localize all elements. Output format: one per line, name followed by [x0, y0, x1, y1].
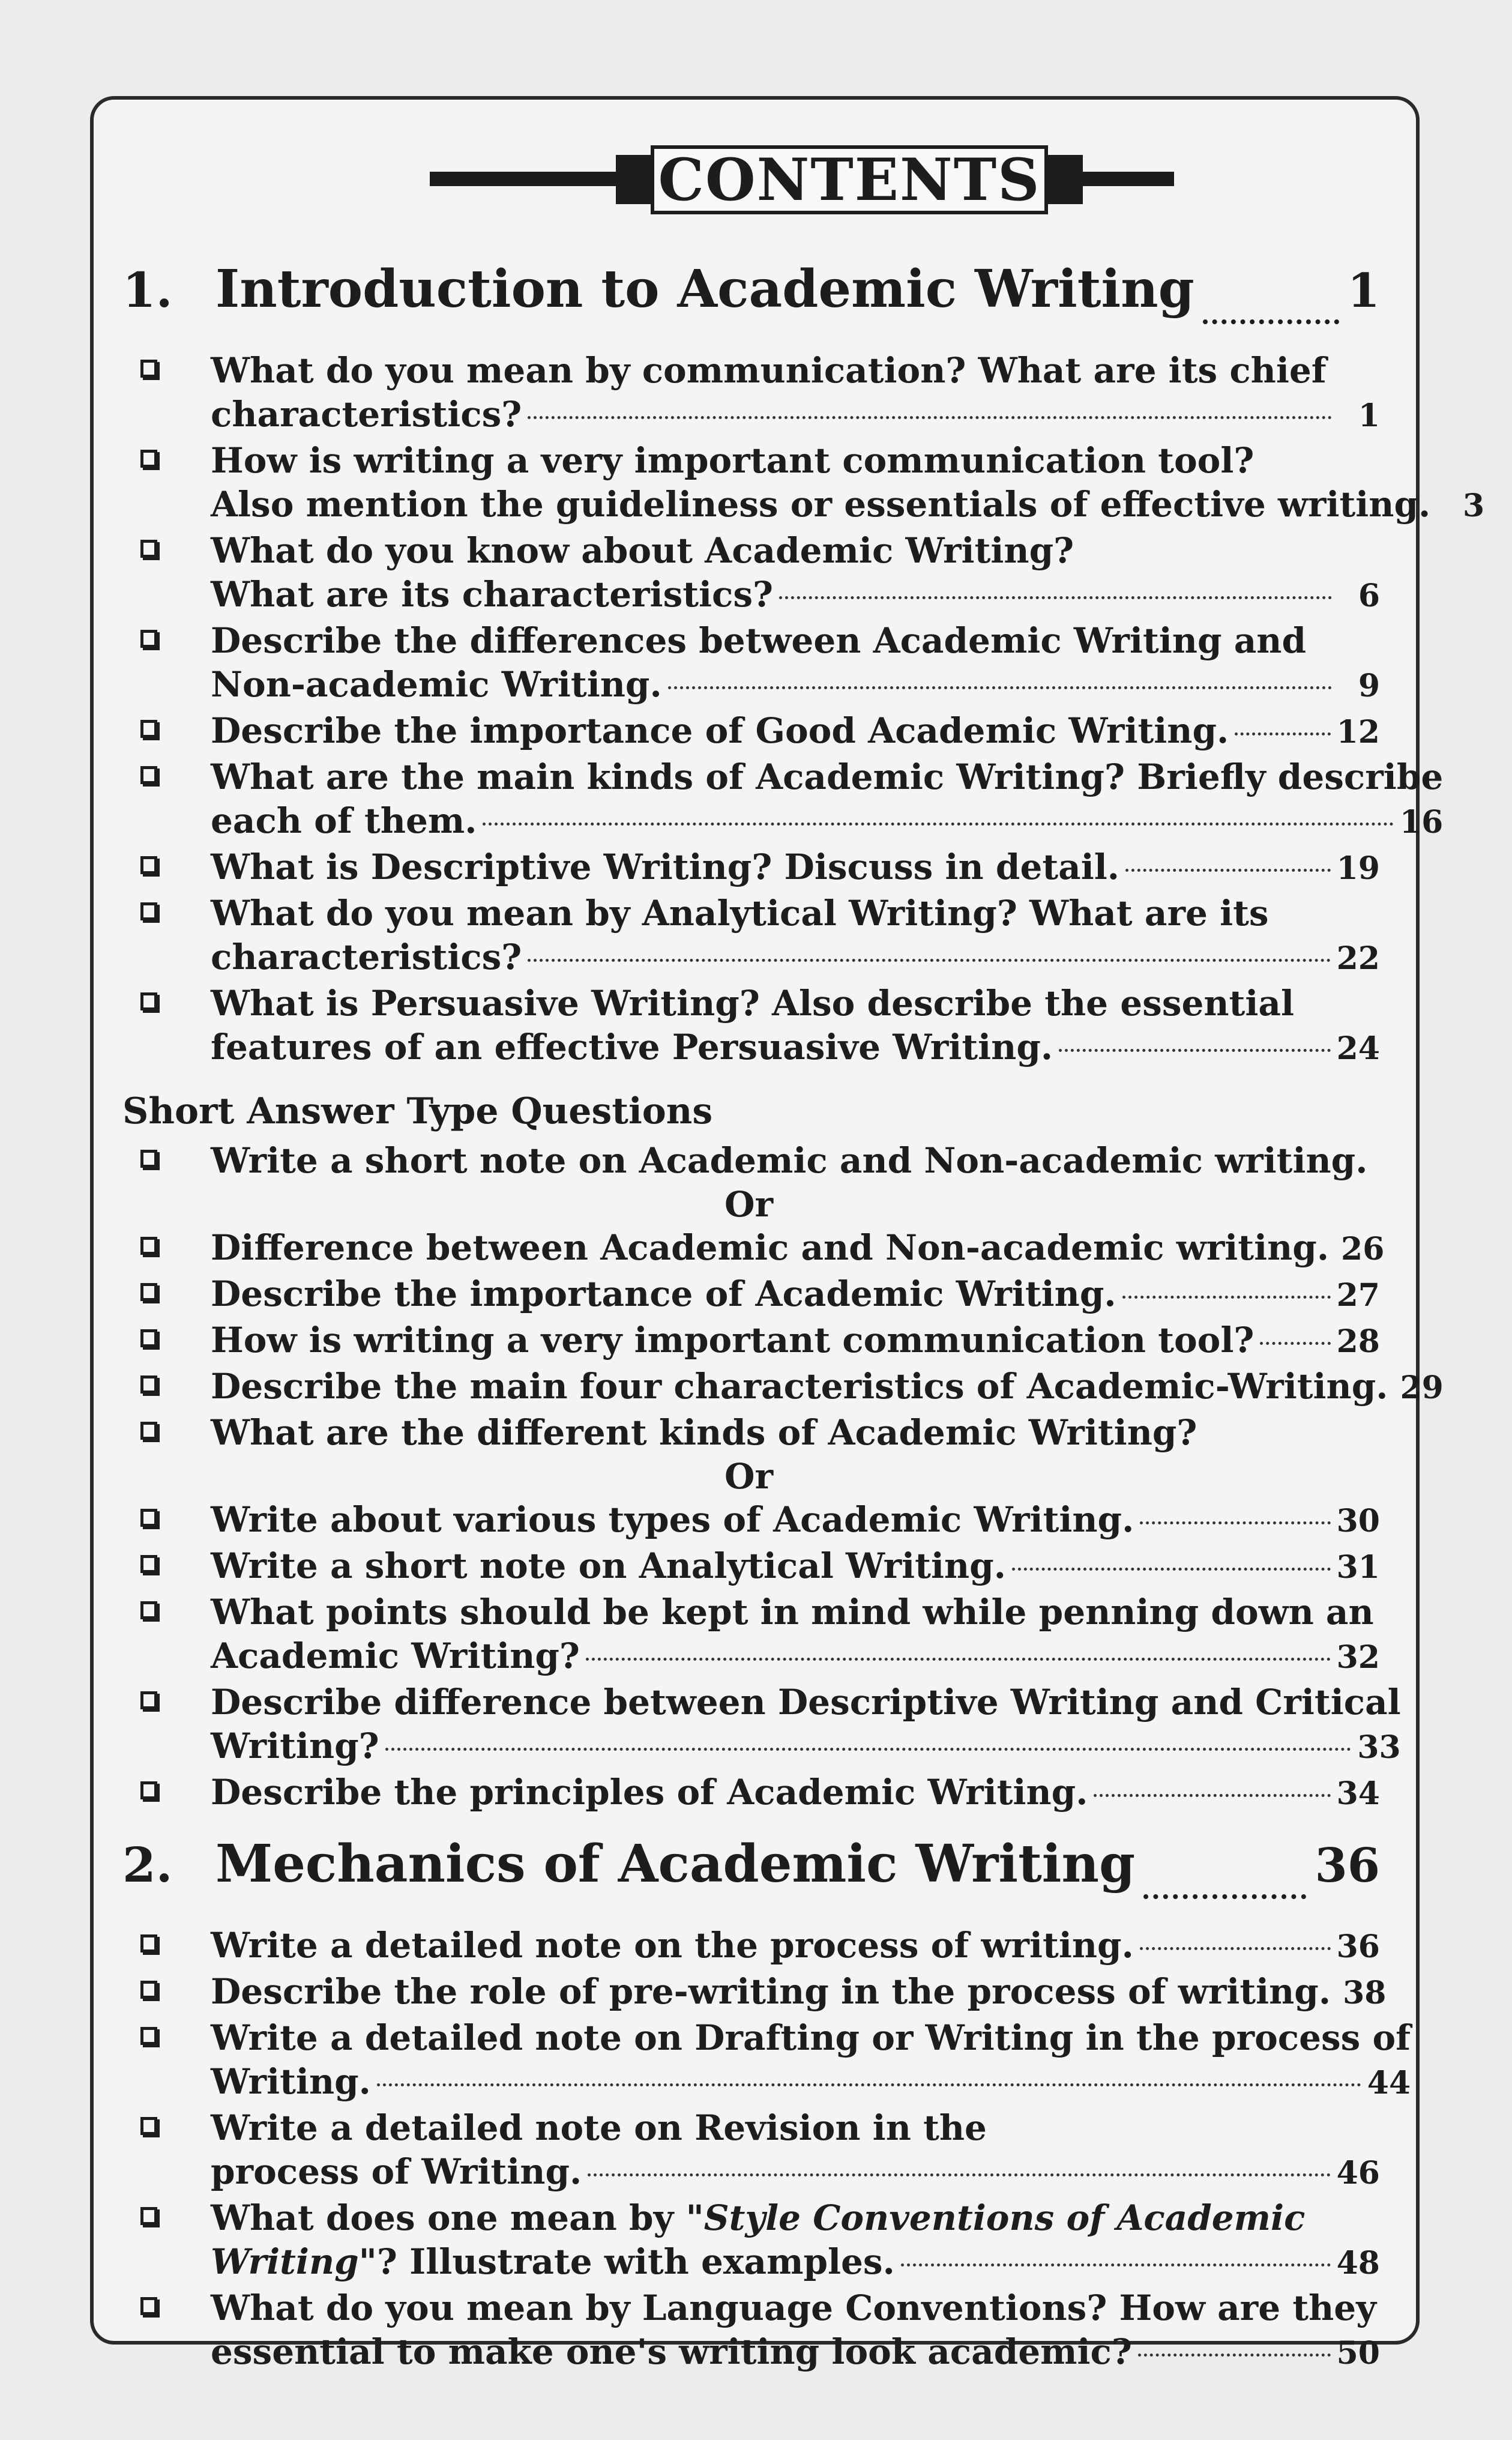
checkbox-icon	[118, 1318, 211, 1363]
toc-entry-text: What is Descriptive Writing? Discuss in detail.	[211, 847, 1119, 887]
toc-entry-text: Describe the differences between Academic Writing and	[211, 620, 1307, 661]
toc-entry-line	[211, 892, 1380, 935]
chapter-heading[interactable]	[118, 259, 1380, 349]
toc-entry-text: Also mention the guideliness or essentials of effective writing.	[211, 484, 1431, 525]
toc-entry-text: each of them.	[211, 800, 477, 841]
toc-entry-text: Describe the main four characteristics of Academic-Writing.	[211, 1366, 1388, 1407]
toc-entry-line	[211, 393, 1380, 438]
toc-entry-body	[211, 1970, 1386, 2015]
checkbox-icon	[118, 709, 211, 754]
toc-entry-text: Write a detailed note on the process of writing.	[211, 1925, 1134, 1966]
toc-entry-line	[211, 755, 1443, 799]
toc-entry-body	[211, 1498, 1380, 1543]
page-number: 16	[1399, 804, 1444, 841]
toc-entry-line	[211, 1318, 1380, 1363]
dot-leader	[1235, 732, 1330, 735]
page-number: 34	[1336, 1775, 1380, 1812]
checkbox-icon	[118, 1590, 211, 1679]
toc-entry-body	[211, 1139, 1380, 1183]
checkbox-icon	[118, 1498, 211, 1543]
toc-entry-text: essential to make one's writing look academic?	[211, 2331, 1132, 2372]
toc-entry[interactable]	[118, 1771, 1380, 1816]
checkbox-icon	[118, 439, 211, 528]
heading-block-left	[616, 155, 651, 204]
checkbox-icon	[118, 1411, 211, 1455]
chapter-title: Mechanics of Academic Writing	[215, 1834, 1136, 1894]
dot-leader	[1122, 1296, 1331, 1299]
toc-entry-line	[211, 573, 1380, 618]
toc-entry-text: Describe difference between Descriptive Writing and Critical	[211, 1682, 1401, 1723]
chapter-title: Introduction to Academic Writing	[215, 259, 1194, 319]
toc-entry[interactable]	[118, 845, 1380, 890]
dot-leader	[483, 823, 1393, 826]
heading-rule-right	[1066, 172, 1174, 186]
checkbox-icon	[118, 529, 211, 618]
dot-leader	[901, 2263, 1331, 2266]
toc-entry-line	[211, 663, 1380, 708]
or-separator: Or	[724, 1184, 774, 1225]
page-number: 28	[1336, 1323, 1380, 1360]
heading-rule-left	[430, 172, 634, 186]
toc-entry-line	[211, 799, 1443, 844]
dot-leader	[1138, 2354, 1331, 2357]
toc-entry-body	[211, 2196, 1380, 2285]
checkbox-icon	[118, 1272, 211, 1317]
toc-entry[interactable]	[118, 529, 1380, 618]
toc-entry-body	[211, 1924, 1380, 1969]
toc-entry-line	[211, 529, 1380, 573]
toc-entry-body	[211, 1681, 1401, 1769]
toc-entry-body	[211, 1771, 1380, 1816]
toc-entry-line	[211, 1724, 1401, 1769]
dot-leader	[779, 596, 1332, 599]
toc-entry-text: What do you mean by Language Conventions? How are they	[211, 2288, 1376, 2328]
toc-entry[interactable]	[118, 1498, 1380, 1543]
toc-entry-text: Write a short note on Analytical Writing.	[211, 1545, 1006, 1586]
checkbox-icon	[118, 1226, 211, 1271]
toc-entry[interactable]	[118, 1365, 1444, 1410]
toc-entry-body	[211, 2016, 1411, 2105]
toc-entry-text: What do you mean by communication? What are its chief	[211, 350, 1327, 391]
toc-entry-text: Write a short note on Academic and Non-academic writing.	[211, 1140, 1368, 1181]
checkbox-icon	[118, 1139, 211, 1183]
toc-entry-body	[211, 845, 1380, 890]
checkbox-icon	[118, 1681, 211, 1769]
toc-entry-body	[211, 1318, 1380, 1363]
dot-leader	[1094, 1794, 1330, 1797]
toc-entry[interactable]	[118, 1681, 1401, 1769]
toc-entry[interactable]	[118, 709, 1380, 754]
page-number: 26	[1341, 1231, 1385, 1267]
toc-entry[interactable]	[118, 1411, 1380, 1455]
toc-entry[interactable]	[118, 1970, 1387, 2015]
checkbox-icon	[118, 1365, 211, 1410]
toc-entry-text: What is Persuasive Writing? Also describe the essential	[211, 983, 1294, 1024]
toc-entry-line	[211, 1590, 1380, 1634]
toc-entry-body	[211, 892, 1380, 980]
section-heading: Short Answer Type Questions	[122, 1090, 713, 1132]
checkbox-icon	[118, 619, 211, 708]
toc-entry-text: How is writing a very important communication tool?	[211, 440, 1254, 481]
toc-entry-line	[211, 2240, 1380, 2285]
toc-entry-line	[211, 2286, 1380, 2330]
toc-entry-text: What are the main kinds of Academic Writing? Briefly describe	[211, 756, 1444, 797]
dot-leader	[1140, 1521, 1330, 1524]
toc-entry-text: Write about various types of Academic Writing.	[211, 1499, 1134, 1540]
toc-entry-body	[211, 1272, 1380, 1317]
toc-entry[interactable]	[118, 2196, 1380, 2285]
page-number: 24	[1336, 1030, 1380, 1067]
toc-entry[interactable]	[118, 1139, 1380, 1183]
toc-entry-body	[211, 709, 1380, 754]
dot-leader	[1059, 1049, 1331, 1052]
toc-entry-line	[211, 2106, 1380, 2150]
toc-entry[interactable]	[118, 2286, 1380, 2375]
toc-entry[interactable]	[118, 1226, 1385, 1271]
dot-leader	[588, 2173, 1330, 2176]
dot-leader	[1012, 1568, 1331, 1571]
page-number: 48	[1336, 2245, 1380, 2281]
toc-entry-line	[211, 1681, 1401, 1724]
contents-heading-bar	[94, 124, 1416, 232]
toc-entry-line	[211, 349, 1380, 393]
toc-entry-text: What do you know about Academic Writing?	[211, 530, 1074, 571]
checkbox-icon	[118, 1771, 211, 1816]
toc-entry-text: characteristics?	[211, 937, 522, 977]
toc-entry-line	[211, 2060, 1411, 2105]
page-number: 31	[1336, 1549, 1380, 1586]
page-number: 36	[1336, 1928, 1380, 1965]
toc-entry-text: Writing"? Illustrate with examples.	[211, 2241, 895, 2282]
toc-entry-line	[211, 2330, 1380, 2375]
dot-leader	[528, 416, 1332, 419]
page-number: 44	[1367, 2065, 1411, 2101]
toc-entry-line	[211, 1498, 1380, 1543]
toc-entry-line	[211, 439, 1484, 483]
toc-entry-line	[211, 935, 1380, 980]
page-number: 29	[1400, 1369, 1444, 1406]
toc-entry-body	[211, 2106, 1380, 2195]
toc-entry-text: Non-academic Writing.	[211, 664, 662, 705]
dot-leader	[385, 1748, 1352, 1751]
checkbox-icon	[118, 845, 211, 890]
toc-entry-line	[211, 2196, 1380, 2240]
toc-entry-body	[211, 1544, 1380, 1589]
toc-entry[interactable]	[118, 2016, 1411, 2105]
toc-entry-text: How is writing a very important communication tool?	[211, 1320, 1254, 1360]
toc-entry-line	[211, 709, 1380, 754]
toc-entry[interactable]	[118, 1544, 1380, 1589]
toc-entry[interactable]	[118, 619, 1380, 708]
toc-entry-text: Describe the importance of Good Academic Writing.	[211, 710, 1229, 751]
checkbox-icon	[118, 1544, 211, 1589]
dot-leader	[668, 686, 1332, 689]
page-number: 46	[1336, 2155, 1380, 2191]
toc-entry-text: What are its characteristics?	[211, 574, 774, 615]
page-number: 19	[1336, 850, 1380, 887]
toc-entry-text: What do you mean by Analytical Writing? What are its	[211, 893, 1269, 934]
toc-entry-line	[211, 1924, 1380, 1969]
toc-entry[interactable]	[118, 1924, 1380, 1969]
toc-entry-line	[211, 619, 1380, 663]
page-number: 3	[1463, 488, 1485, 524]
dot-leader	[1125, 869, 1331, 872]
toc-entry-body	[211, 1411, 1380, 1455]
dot-leader	[1140, 1947, 1331, 1950]
page-number: 30	[1336, 1503, 1380, 1539]
page-number: 12	[1336, 714, 1380, 750]
page-number: 27	[1336, 1277, 1380, 1314]
page-number: 38	[1343, 1975, 1387, 2011]
toc-entry[interactable]	[118, 892, 1380, 980]
toc-entry-line	[211, 2150, 1380, 2195]
dot-leader	[1260, 1342, 1330, 1345]
page-title: CONTENTS	[651, 145, 1048, 214]
chapter-page-number: 1	[1347, 264, 1380, 318]
checkbox-icon	[118, 755, 211, 844]
toc-entry-body	[211, 529, 1380, 618]
toc-entry-text: Describe the principles of Academic Writing.	[211, 1772, 1088, 1813]
checkbox-icon	[118, 349, 211, 438]
checkbox-icon	[118, 1924, 211, 1969]
toc-entry[interactable]	[118, 1318, 1380, 1363]
dot-leader	[1143, 1894, 1306, 1899]
toc-entry-text: Describe the role of pre-writing in the process of writing.	[211, 1971, 1331, 2012]
toc-entry-body	[211, 1226, 1384, 1271]
toc-entry-line	[211, 1226, 1384, 1271]
toc-entry-line	[211, 1771, 1380, 1816]
toc-entry-line	[211, 1544, 1380, 1589]
toc-entry[interactable]	[118, 982, 1380, 1071]
toc-entry-text: process of Writing.	[211, 2151, 582, 2192]
toc-entry[interactable]	[118, 349, 1380, 438]
page-number: 1	[1358, 397, 1380, 434]
toc-entry-text: What are the different kinds of Academic Writing?	[211, 1412, 1197, 1453]
checkbox-icon	[118, 982, 211, 1071]
checkbox-icon	[118, 1970, 211, 2015]
toc-entry-line	[211, 845, 1380, 890]
checkbox-icon	[118, 2196, 211, 2285]
chapter-heading[interactable]	[118, 1834, 1380, 1924]
toc-entry-text: Write a detailed note on Revision in the	[211, 2107, 987, 2148]
toc-entry-text: features of an effective Persuasive Writing.	[211, 1027, 1053, 1068]
dot-leader	[377, 2083, 1361, 2086]
toc-entry-text: What does one mean by "Style Conventions of Academic	[211, 2197, 1306, 2238]
toc-entry-line	[211, 1634, 1380, 1679]
toc-entry-line	[211, 1365, 1444, 1410]
toc-entry-line	[211, 1025, 1380, 1071]
toc-entry-body	[211, 439, 1484, 528]
table-of-contents	[118, 259, 1485, 2376]
page-number: 50	[1336, 2335, 1380, 2372]
chapter-number: 1.	[122, 262, 173, 318]
toc-entry[interactable]	[118, 755, 1444, 844]
toc-entry-line	[211, 483, 1484, 528]
toc-entry-line	[211, 1411, 1380, 1455]
toc-entry[interactable]	[118, 439, 1485, 528]
toc-entry-body	[211, 982, 1380, 1071]
toc-entry-text: Academic Writing?	[211, 1635, 580, 1676]
page-number: 9	[1358, 668, 1380, 704]
chapter-page-number: 36	[1315, 1838, 1380, 1893]
page-number: 6	[1358, 578, 1380, 614]
toc-entry-text: What points should be kept in mind while penning down an	[211, 1592, 1374, 1632]
toc-entry[interactable]	[118, 1590, 1380, 1679]
checkbox-icon	[118, 2286, 211, 2375]
or-separator: Or	[724, 1456, 774, 1497]
dot-leader	[1203, 319, 1339, 324]
toc-entry[interactable]	[118, 2106, 1380, 2195]
toc-entry-text: Writing.	[211, 2061, 371, 2102]
toc-entry-body	[211, 2286, 1380, 2375]
contents-frame	[90, 96, 1485, 2372]
toc-entry-body	[211, 755, 1443, 844]
dot-leader	[528, 959, 1330, 962]
checkbox-icon	[118, 2016, 211, 2105]
toc-entry-text: Writing?	[211, 1726, 379, 1766]
toc-entry-line	[211, 982, 1380, 1025]
toc-entry-body	[211, 349, 1380, 438]
checkbox-icon	[118, 2106, 211, 2195]
checkbox-icon	[118, 892, 211, 980]
toc-entry-line	[211, 1970, 1386, 2015]
toc-entry-text: Write a detailed note on Drafting or Writing in the process of	[211, 2017, 1411, 2058]
toc-entry[interactable]	[118, 1272, 1380, 1317]
page-number: 33	[1357, 1729, 1401, 1766]
toc-entry-body	[211, 619, 1380, 708]
toc-entry-text: Difference between Academic and Non-academic writing.	[211, 1227, 1330, 1268]
toc-entry-line	[211, 2016, 1411, 2060]
toc-entry-text: characteristics?	[211, 394, 522, 435]
toc-entry-line	[211, 1139, 1380, 1183]
toc-entry-body	[211, 1590, 1380, 1679]
page-number: 32	[1336, 1639, 1380, 1676]
dot-leader	[586, 1658, 1331, 1661]
toc-entry-line	[211, 1272, 1380, 1317]
toc-entry-body	[211, 1365, 1444, 1410]
toc-entry-text: Describe the importance of Academic Writing.	[211, 1273, 1116, 1314]
chapter-number: 2.	[122, 1837, 173, 1893]
page-number: 22	[1336, 940, 1380, 977]
